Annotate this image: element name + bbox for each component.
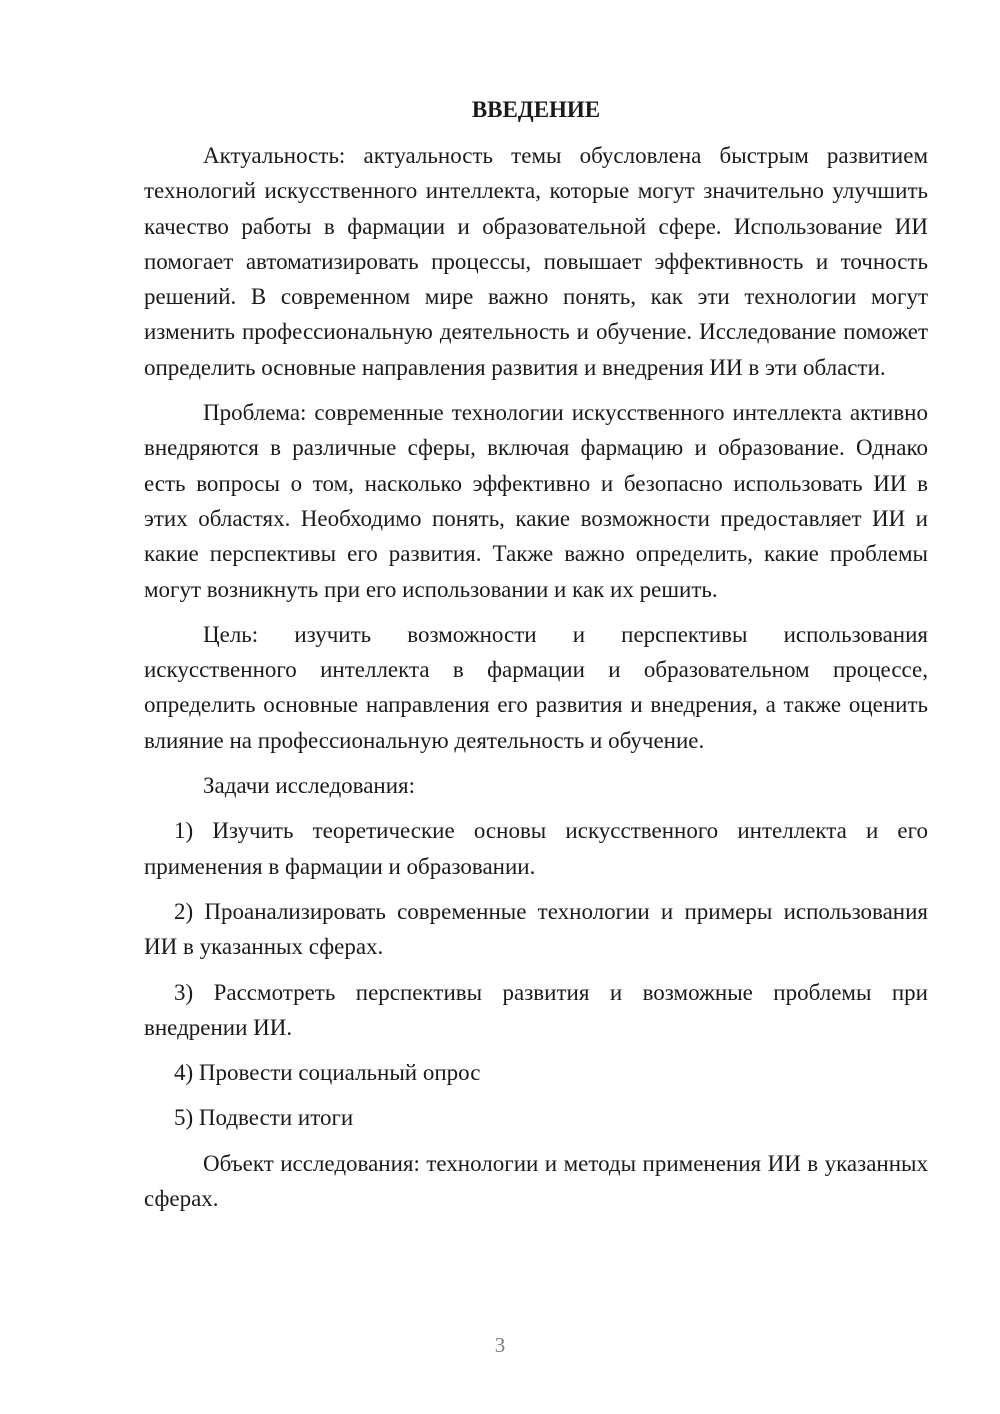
- page-content: [144, 92, 928, 1226]
- task-item-5: 5) Подвести итоги: [174, 1105, 354, 1131]
- paragraph-object: Объект исследования: технологии и методы применения ИИ в указанных сферах.: [144, 1150, 928, 1212]
- section-heading: ВВЕДЕНИЕ: [471, 97, 601, 122]
- paragraph-tasks-intro: Задачи исследования:: [203, 773, 416, 799]
- page-number: 3: [494, 1333, 506, 1357]
- task-item-3: 3) Рассмотреть перспективы развития и возможные проблемы при внедрении ИИ.: [144, 979, 928, 1040]
- task-item-4: 4) Провести социальный опрос: [174, 1060, 481, 1086]
- task-item-1: 1) Изучить теоретические основы искусственного интеллекта и его применения в фармации и образовании.: [144, 818, 928, 879]
- task-item-2: 2) Проанализировать современные технологии и примеры использования ИИ в указанных сферах.: [144, 898, 928, 960]
- paragraph-goal: Цель: изучить возможности и перспективы использования искусственного интеллекта в фармации и образовательном процессе, определить основные направления его развития и внедрения, а также оценить влияние на профессиональную деятельность и обучение.: [144, 621, 928, 753]
- paragraph-problem: Проблема: современные технологии искусственного интеллекта активно внедряются в различные сферы, включая фармацию и образование. Однако есть вопросы о том, насколько эффективно и безопасно использовать ИИ в этих областях. Необходимо понять, какие возможности предоставляет ИИ и какие перспективы его развития. Также важно определить, какие проблемы могут возникнуть при его использовании и как их решить.: [144, 400, 928, 602]
- paragraph-relevance: Актуальность: актуальность темы обусловлена быстрым развитием технологий искусственного интеллекта, которые могут значительно улучшить качество работы в фармации и образовательной сфере. Использование ИИ помогает автоматизировать процессы, повышает эффективность и точность решений. В современном мире важно понять, как эти технологии могут изменить профессиональную деятельность и обучение. Исследование поможет определить основные направления развития и внедрения ИИ в эти области.: [144, 143, 928, 380]
